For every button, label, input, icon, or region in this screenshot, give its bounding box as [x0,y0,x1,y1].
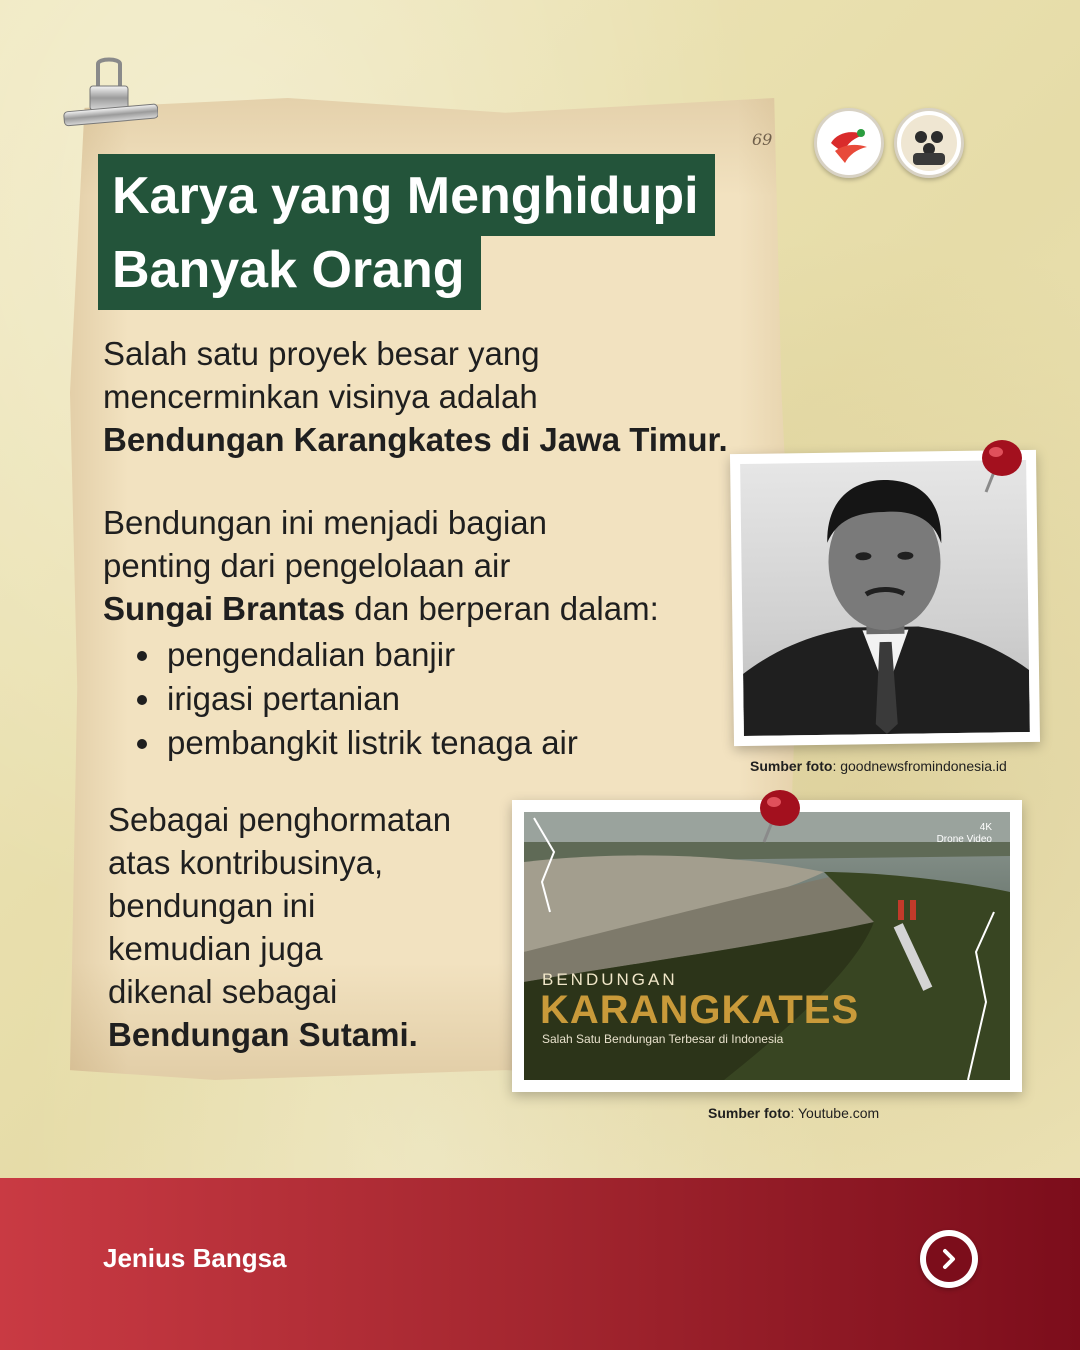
heroes-logo [894,108,964,178]
paragraph-honor-line: bendungan ini [108,887,316,924]
push-pin-icon [752,786,804,844]
paragraph-function-rest: dan berperan dalam: [345,590,659,627]
paragraph-honor-line: Sebagai penghormatan [108,801,452,838]
paragraph-honor-line: dikenal sebagai [108,973,338,1010]
paragraph-honor-bold: Bendungan Sutami. [108,1016,418,1053]
paragraph-function-line: penting dari pengelolaan air [103,547,511,584]
caption-label: Sumber foto [750,758,833,774]
paragraph-honor [108,798,451,1056]
video-badge-resolution: 4K [979,822,992,833]
portrait-photo [740,460,1030,736]
next-button-inner [926,1236,972,1282]
video-badge [937,822,992,846]
caption-label: Sumber foto [708,1105,791,1121]
paragraph-intro-line: Salah satu proyek besar yang [103,335,540,372]
portrait-photo-frame [730,450,1040,746]
dam-photo [524,812,1010,1080]
paragraph-intro-line: mencerminkan visinya adalah [103,378,538,415]
paper-number: 69 [752,130,773,149]
pusaka-indonesia-logo [814,108,884,178]
partner-logos [814,108,964,178]
paragraph-function-bold: Sungai Brantas [103,590,346,627]
dam-caption [708,1105,879,1121]
paragraph-honor-line: kemudian juga [108,930,323,967]
paragraph-intro [103,332,728,461]
paragraph-intro-bold: Bendungan Karangkates di Jawa Timur. [103,421,728,458]
caption-source: : goodnewsfromindonesia.id [832,758,1007,774]
push-pin-icon [974,436,1026,494]
overlay-subtitle: Salah Satu Bendungan Terbesar di Indonesia [542,1032,784,1046]
overlay-big-title: KARANGKATES [540,988,860,1032]
portrait-caption [750,758,1007,774]
list-item: pengendalian banjir [137,633,578,677]
caption-source: : Youtube.com [790,1105,880,1121]
list-item: pembangkit listrik tenaga air [137,721,578,765]
paragraph-function [103,501,659,630]
footer-label: Jenius Bangsa [103,1243,287,1273]
page-title-line-1: Karya yang Menghidupi [98,154,715,236]
list-item: irigasi pertanian [137,677,578,721]
paper-clip-icon [62,56,158,136]
function-list [137,633,578,765]
video-badge-type: Drone Video [936,834,992,845]
paragraph-honor-line: atas kontribusinya, [108,844,384,881]
page-title-line-2: Banyak Orang [98,228,481,310]
paragraph-function-line: Bendungan ini menjadi bagian [103,504,548,541]
next-button[interactable] [920,1230,978,1288]
overlay-small-title: BENDUNGAN [542,970,678,989]
chevron-right-icon [938,1248,960,1270]
